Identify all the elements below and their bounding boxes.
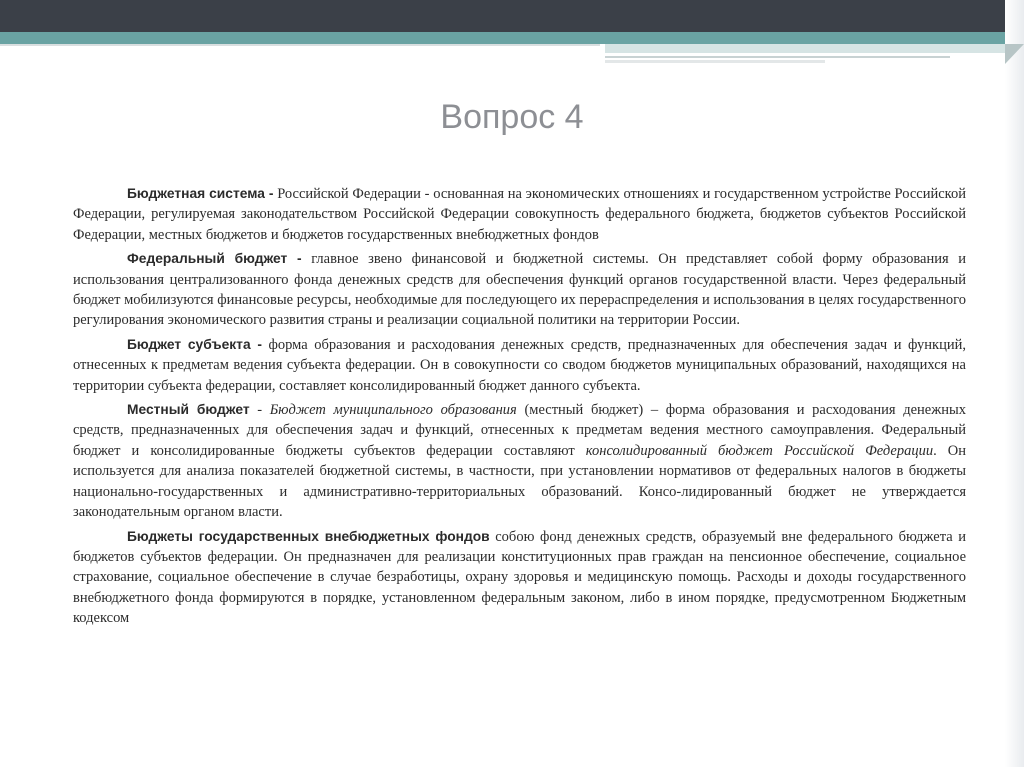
definition: - [249,402,270,419]
header-band-line [0,44,600,46]
slide-body [73,184,966,633]
definition: . Он используется для анализа показателей бюджетной системы, в частности, при установлении нормативов от федеральных налогов в бюджеты национально-государственных и административно-территориальных образований. Консо-лидированный бюджет не утверждается законодательным органом власти. [73,442,966,521]
header-band-light [605,44,1024,53]
header-band-dark [0,0,1024,32]
paragraph-subject-budget [73,335,966,396]
header-band-teal [0,32,1024,44]
term: Местный бюджет [127,402,250,418]
definition: главное звено финансовой и бюджетной системы. Он представляет собой форму образования и использования централизованного фонда денежных средств для обеспечения функций органов государственной власти. Через федеральный бюджет мобилизуются финансовые ресурсы, необходимые для последующего их перераспределения и использования в целях государственного регулирования экономического развития страны и реализации социальной политики на территории России. [73,251,966,329]
corner-fold [1005,44,1024,64]
term: Федеральный бюджет - [127,251,302,267]
definition: форма образования и расходования денежных средств, предназначенных для обеспечения задач и функций, отнесенных к предметам ведения субъекта федерации. Он в совокупности со сводом бюджетов муниципальных образований, находящихся на территории субъекта федерации, составляет консолидированный бюджет данного субъекта. [73,336,966,394]
paragraph-extrabudgetary-funds [73,527,966,629]
term: Бюджет субъекта - [127,336,262,352]
paragraph-federal-budget [73,249,966,331]
header-band-line [605,60,825,63]
term: Бюджетная система - [127,186,274,201]
definition: (местный бюджет) – форма образования и расходования денежных средств, предназначенных для обеспечения задач и функций, отнесенных к предметам ведения местного самоуправления. Федеральный бюджет и консолидированные бюджеты субъектов федерации составляют [73,402,966,459]
paragraph-local-budget [73,400,966,522]
definition-italic: консолидированный бюджет Российской Федерации [585,442,934,459]
paragraph-budget-system [73,184,966,245]
header-band-line [605,56,950,58]
definition: Российской Федерации - основанная на экономических отношениях и государственном устройстве Российской Федерации, регулируемая законодательством Российской Федерации совокупность федерального бюджета, бюджетов субъектов Российской Федерации, местных бюджетов и бюджетов государственных внебюджетных фондов [73,186,967,243]
slide-title: Вопрос 4 [440,98,584,136]
term: Бюджеты государственных внебюджетных фондов [127,528,490,544]
definition-italic: Бюджет муниципального образования [269,402,517,419]
definition: собою фонд денежных средств, образуемый вне федерального бюджета и бюджетов субъектов федерации. Он предназначен для реализации конституционных прав граждан на пенсионное обеспечение, социальное страхование, социальное обеспечение в случае безработицы, охрану здоровья и медицинскую помощь. Расходы и доходы государственного внебюджетного фонда формируются в порядке, установленном федеральным законом, либо в ином порядке, предусмотренном Бюджетным кодексом [73,528,966,627]
